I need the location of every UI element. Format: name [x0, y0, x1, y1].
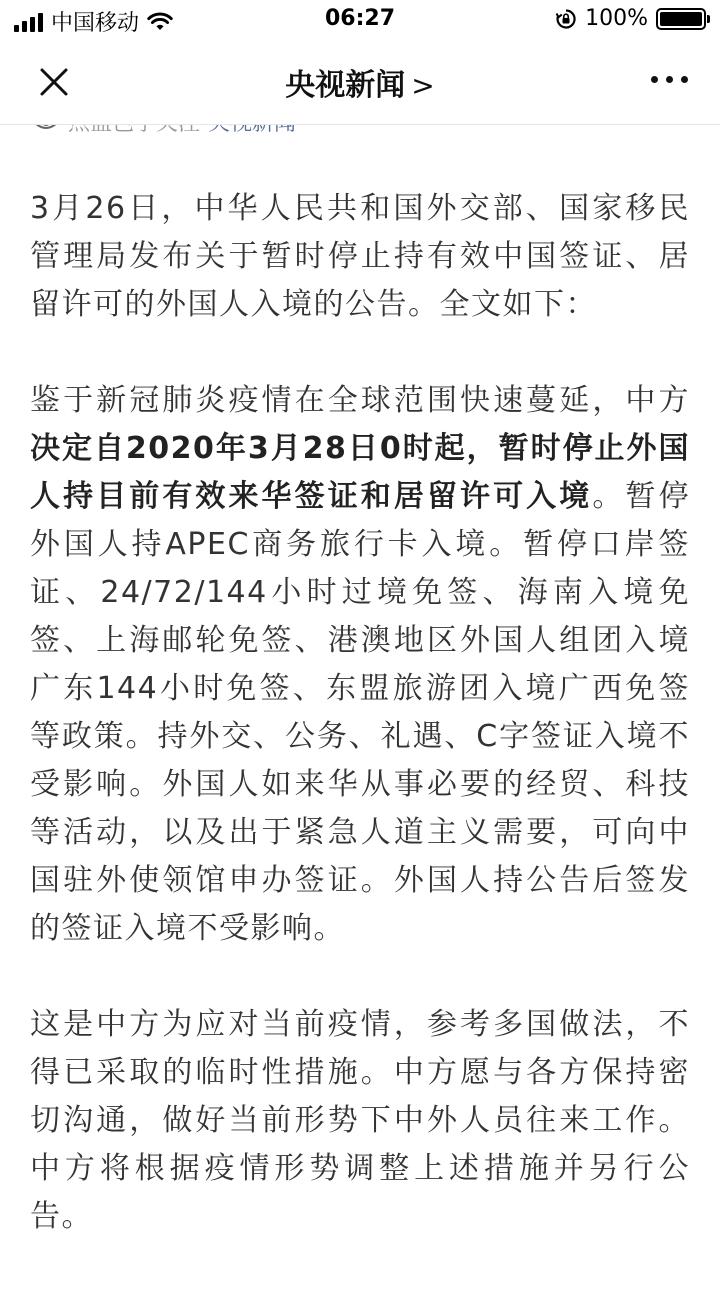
bold-highlight-text: 决定自2020年3月28日0时起，暂时停止外国人持目前有效来华签证和居留许可入境 [30, 431, 690, 514]
orientation-lock-icon [555, 8, 577, 30]
status-bar [0, 0, 720, 40]
more-dot [666, 76, 673, 83]
status-right [555, 6, 706, 31]
nav-bar [0, 40, 720, 125]
more-dot [681, 76, 688, 83]
more-button[interactable] [651, 76, 688, 83]
chevron-right-icon: > [411, 69, 435, 102]
article-paragraph: 这是中方为应对当前疫情，参考多国做法，不得已采取的临时性措施。中方愿与各方保持密切沟通，做好当前形势下中外人员往来工作。中方将根据疫情形势调整上述措施并另行公告。 [30, 1007, 690, 1234]
article-paragraph: 3月26日，中华人民共和国外交部、国家移民管理局发布关于暂时停止持有效中国签证、居留许可的外国人入境的公告。全文如下： [30, 191, 690, 322]
article-body [30, 185, 690, 1289]
paragraph-text: 。暂停外国人持APEC商务旅行卡入境。暂停口岸签证、24/72/144小时过境免签、海南入境免签、上海邮轮免签、港澳地区外国人组团入境广东144小时免签、东盟旅游团入境广西免签等政策。持外交、公务、礼遇、C字签证入境不受影响。外国人如来华从事必要的经贸、科技等活动，以及出于紧急人道主义需要，可向中国驻外使领馆申办签证。外国人持公告后签发的签证入境不受影响。 [30, 479, 691, 946]
account-title-button[interactable] [0, 60, 720, 104]
more-dot [651, 76, 658, 83]
status-time: 06:27 [324, 6, 396, 31]
account-name: 央视新闻 [285, 68, 406, 103]
battery-fill [660, 12, 702, 26]
article-paragraph [30, 377, 690, 953]
carrier-label: 中国移动 [51, 11, 140, 36]
battery-icon [656, 8, 706, 30]
battery-percent: 100% [585, 6, 648, 31]
paragraph-text: 鉴于新冠肺炎疫情在全球范围快速蔓延，中方 [30, 383, 690, 418]
